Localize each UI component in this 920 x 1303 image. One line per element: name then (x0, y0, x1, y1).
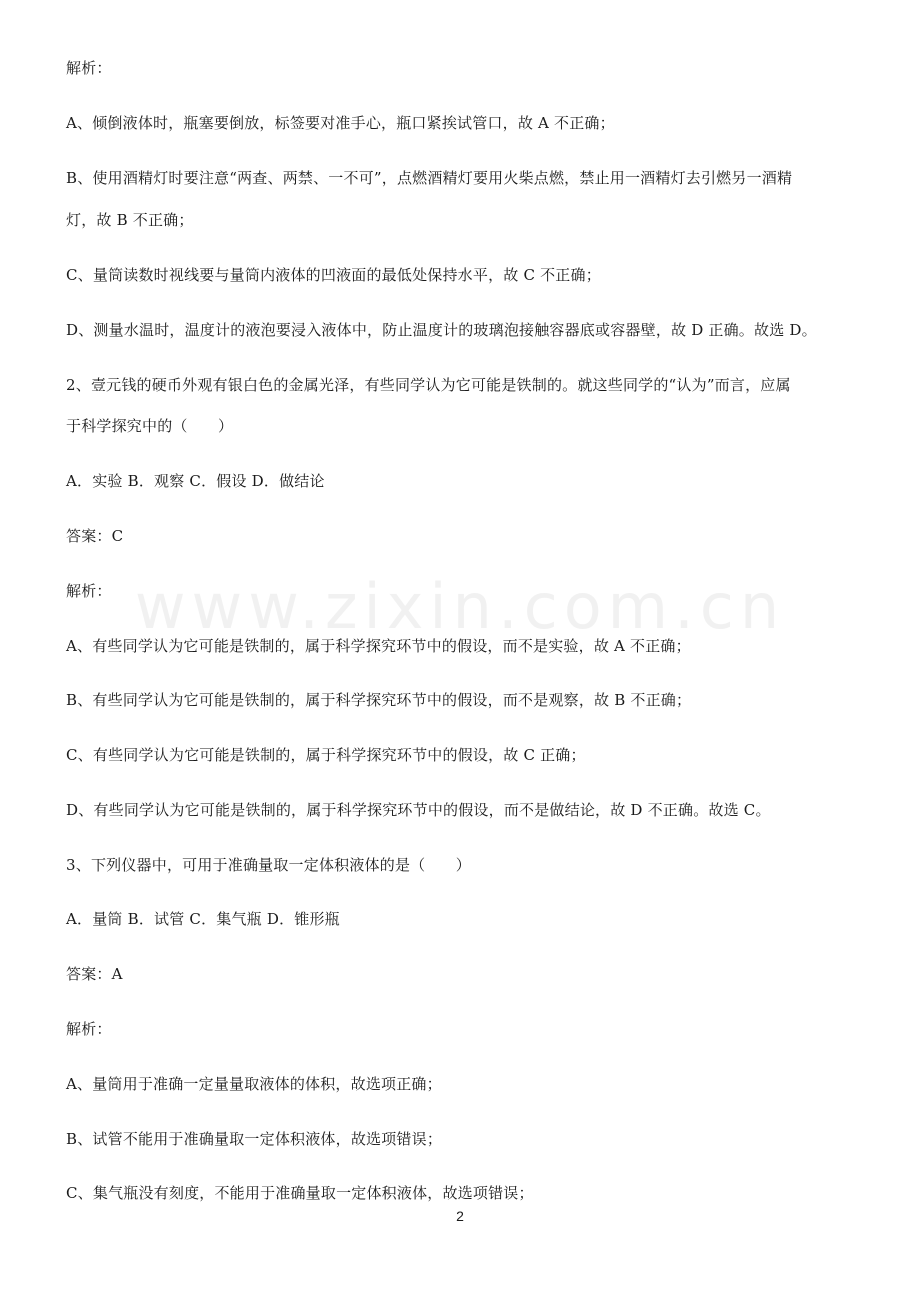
text-line: 解析： (66, 1020, 112, 1038)
text-line: 解析： (66, 59, 112, 77)
answer-line: 答案：C (66, 527, 124, 545)
text-line: 解析： (66, 582, 112, 600)
page-number: 2 (456, 1208, 464, 1224)
options-line: A．实验 B．观察 C．假设 D．做结论 (66, 472, 325, 490)
text-line: C、集气瓶没有刻度，不能用于准确量取一定体积液体，故选项错误； (66, 1184, 534, 1202)
text-line: B、有些同学认为它可能是铁制的，属于科学探究环节中的假设，而不是观察，故 B 不正确； (66, 691, 692, 709)
options-line: A．量筒 B．试管 C．集气瓶 D．锥形瓶 (66, 910, 340, 928)
text-line: B、试管不能用于准确量取一定体积液体，故选项错误； (66, 1130, 443, 1148)
answer-line: 答案：A (66, 965, 123, 983)
text-line: C、量筒读数时视线要与量筒内液体的凹液面的最低处保持水平，故 C 不正确； (66, 266, 601, 284)
text-line: D、有些同学认为它可能是铁制的，属于科学探究环节中的假设，而不是做结论，故 D 不正确。故选 C。 (66, 801, 771, 819)
question-2-text: 2、壹元钱的硬币外观有银白色的金属光泽，有些同学认为它可能是铁制的。就这些同学的“认为”而言，应属 (66, 376, 791, 394)
text-line: A、倾倒液体时，瓶塞要倒放，标签要对准手心，瓶口紧挨试管口，故 A 不正确； (66, 114, 615, 132)
text-line: A、有些同学认为它可能是铁制的，属于科学探究环节中的假设，而不是实验，故 A 不正确； (66, 637, 691, 655)
text-line: 于科学探究中的（ ） (66, 417, 234, 435)
text-line: A、量筒用于准确一定量量取液体的体积，故选项正确； (66, 1075, 442, 1093)
watermark: www.zixin.com.cn (134, 570, 786, 643)
text-line: C、有些同学认为它可能是铁制的，属于科学探究环节中的假设，故 C 正确； (66, 746, 586, 764)
text-line: 灯，故 B 不正确； (66, 211, 194, 229)
text-line: D、测量水温时，温度计的液泡要浸入液体中，防止温度计的玻璃泡接触容器底或容器壁，故 D 正确。故选 D。 (66, 321, 817, 339)
text-line: B、使用酒精灯时要注意“两查、两禁、一不可”，点燃酒精灯要用火柴点燃，禁止用一酒精灯去引燃另一酒精 (66, 169, 793, 187)
question-3-text: 3、下列仪器中，可用于准确量取一定体积液体的是（ ） (66, 856, 471, 874)
